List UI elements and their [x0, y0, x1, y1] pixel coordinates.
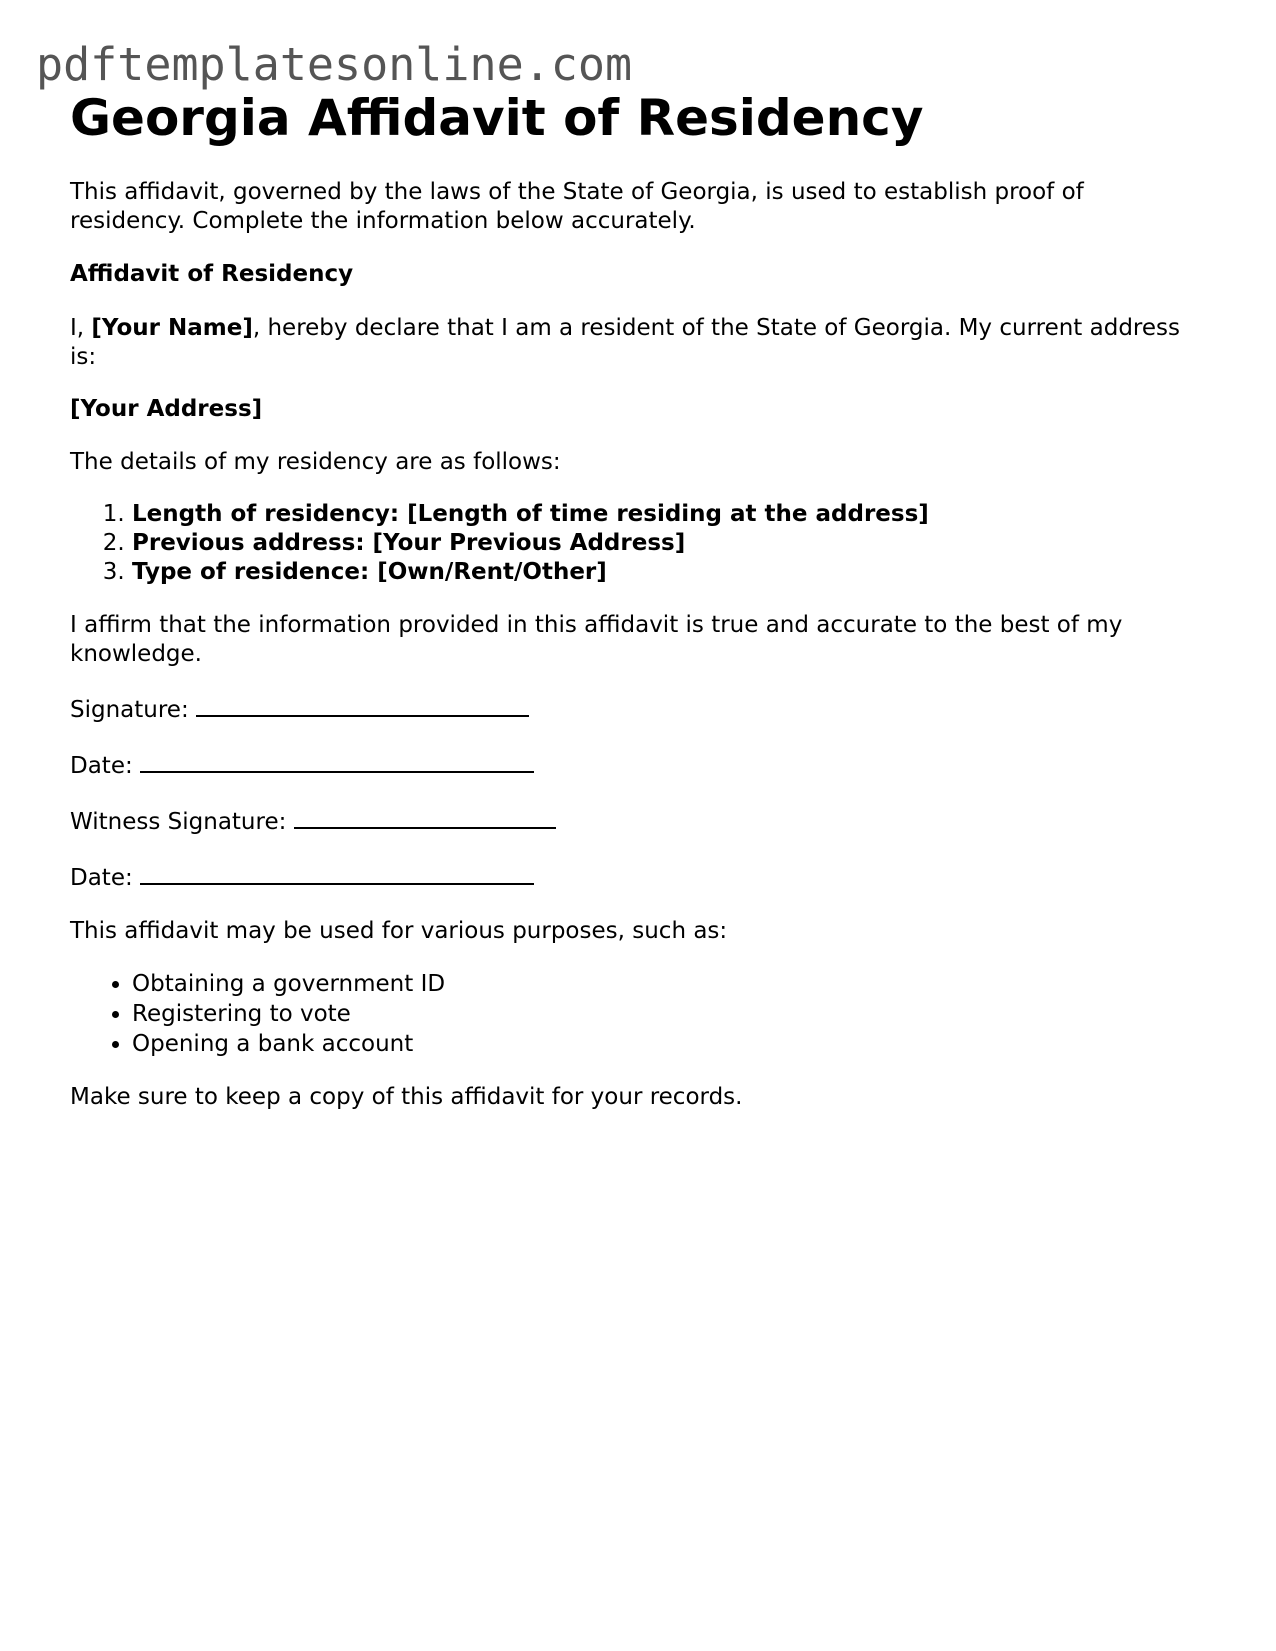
signature-line	[70, 693, 1200, 725]
detail-length-of-residency: 1. Length of residency: [Length of time residing at the address]	[132, 500, 1200, 529]
witness-signature-field[interactable]	[294, 805, 556, 829]
signature-field[interactable]	[196, 693, 529, 717]
date-label: Date:	[70, 753, 133, 779]
closing-paragraph: Make sure to keep a copy of this affidavit for your records.	[70, 1084, 743, 1110]
watermark: pdftemplatesonline.com	[36, 38, 633, 91]
purpose-bank-account: • Opening a bank account	[132, 1029, 1200, 1059]
witness-signature-line	[70, 805, 1200, 837]
witness-signature-label: Witness Signature:	[70, 809, 287, 835]
intro-paragraph: This affidavit, governed by the laws of the State of Georgia, is used to establish proof of residency. Complete the information below accurately.	[70, 179, 1084, 234]
signature-label: Signature:	[70, 697, 189, 723]
witness-date-field[interactable]	[140, 861, 534, 885]
details-intro: The details of my residency are as follows:	[70, 449, 561, 475]
name-placeholder: [Your Name]	[91, 315, 253, 341]
detail-type-of-residence: 3. Type of residence: [Own/Rent/Other]	[132, 558, 1200, 587]
residency-details-list	[70, 500, 1200, 587]
address-placeholder: [Your Address]	[70, 396, 263, 422]
witness-date-line	[70, 861, 1200, 893]
detail-previous-address: 2. Previous address: [Your Previous Address]	[132, 529, 1200, 558]
declaration-paragraph	[70, 314, 1200, 372]
declaration-suffix: , hereby declare that I am a resident of the State of Georgia. My current address is:	[70, 315, 1180, 370]
affirmation-paragraph: I affirm that the information provided in this affidavit is true and accurate to the best of my knowledge.	[70, 612, 1123, 667]
purposes-intro: This affidavit may be used for various purposes, such as:	[70, 918, 728, 944]
purpose-register-vote: • Registering to vote	[132, 999, 1200, 1029]
document-title: Georgia Affidavit of Residency	[70, 89, 924, 147]
section-heading: Affidavit of Residency	[70, 261, 354, 287]
purposes-list	[70, 969, 1200, 1059]
date-line	[70, 749, 1200, 781]
purpose-government-id: • Obtaining a government ID	[132, 969, 1200, 999]
declaration-prefix: I,	[70, 315, 92, 341]
date-field[interactable]	[140, 749, 534, 773]
witness-date-label: Date:	[70, 865, 133, 891]
document-page	[70, 86, 1200, 1112]
